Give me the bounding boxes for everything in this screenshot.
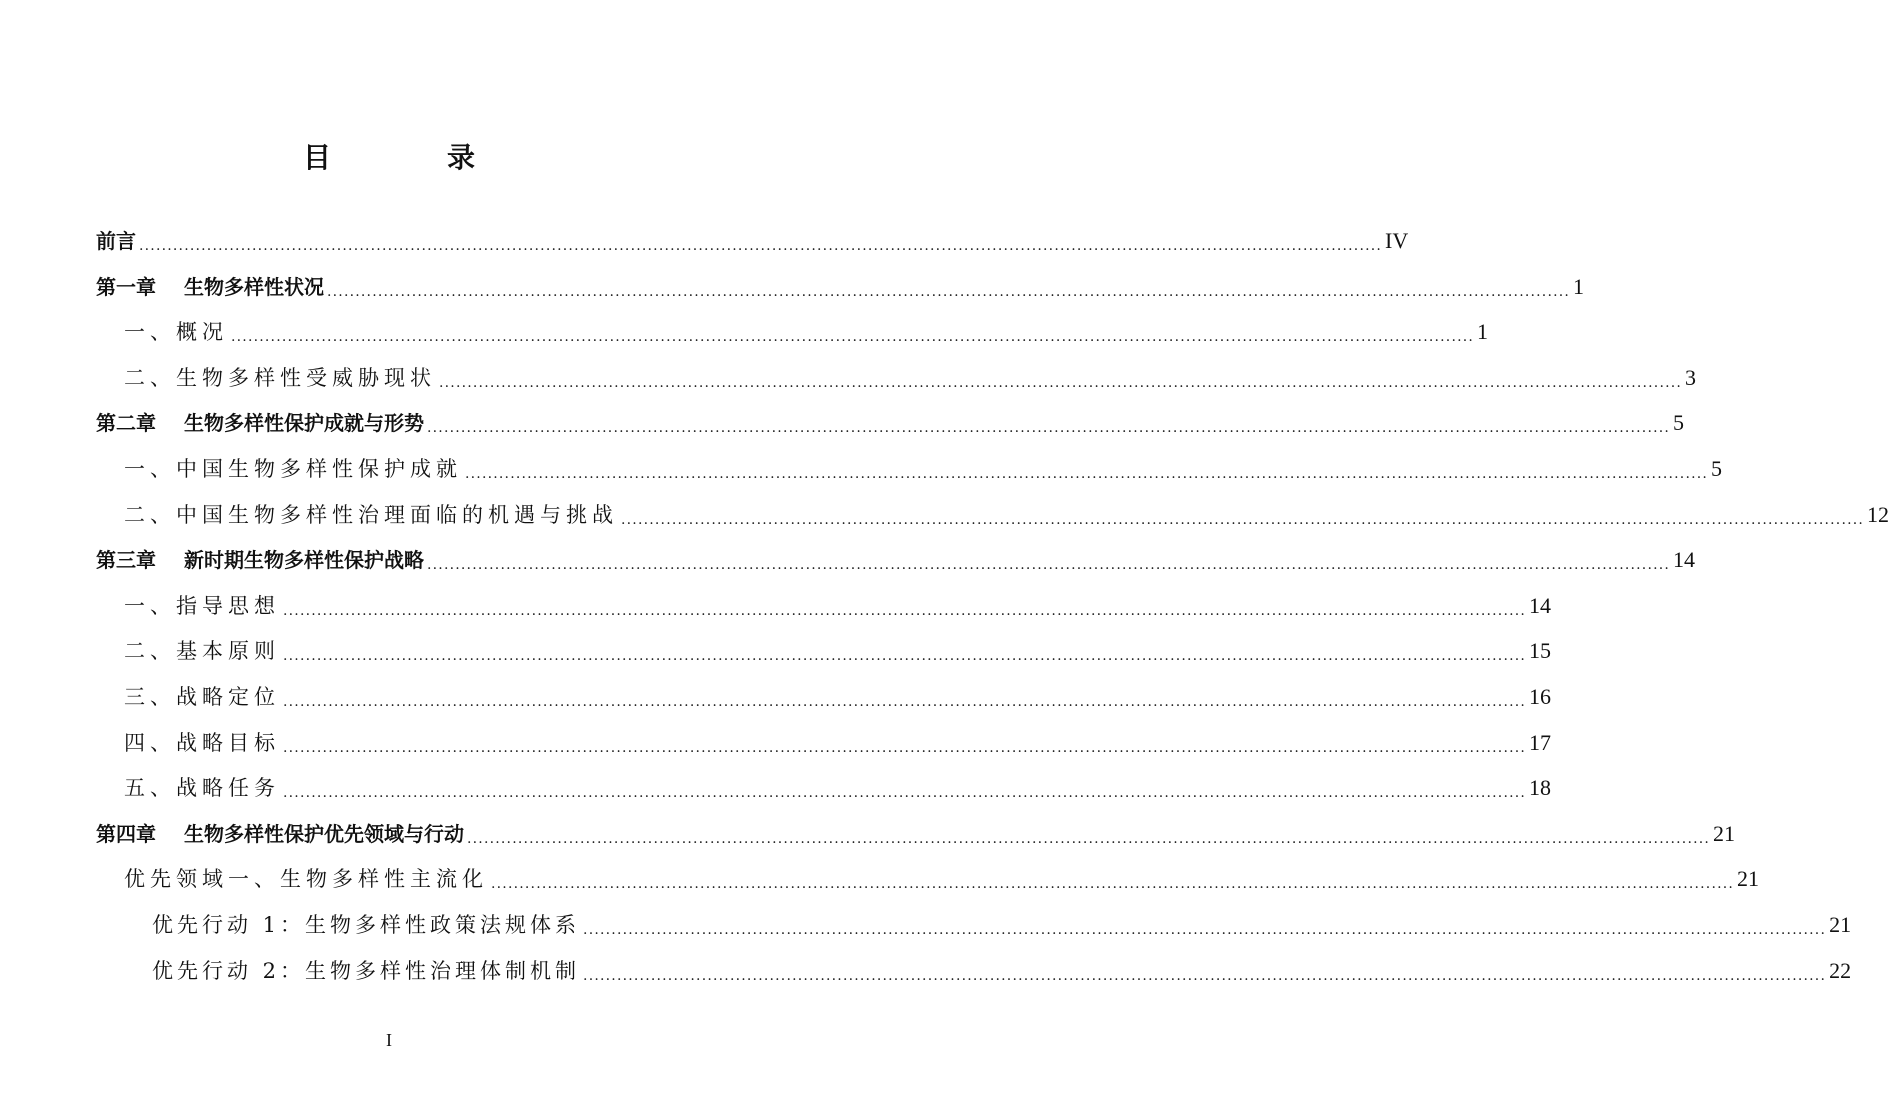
toc-page-number: 16 [1529, 684, 1552, 709]
toc-leader-dots: ............................................................................................................................................................................................................................ [621, 511, 1865, 528]
toc-entry-label: 四、战略目标 [124, 730, 280, 755]
toc-entry[interactable] [124, 589, 1552, 623]
toc-page-number: 14 [1529, 592, 1552, 618]
toc-entry[interactable] [124, 452, 1723, 486]
toc-chapter-number: 第四章 [96, 821, 156, 846]
toc-leader-dots: ............................................................................................................................................................................................................................ [427, 557, 1671, 574]
toc-leader-dots: ............................................................................................................................................................................................................................ [583, 967, 1827, 984]
toc-chapter-title: 新时期生物多样性保护战略 [184, 548, 424, 573]
toc-entry-label: 二、生物多样性受威胁现状 [124, 365, 436, 390]
toc-entry[interactable] [96, 270, 1585, 304]
toc-leader-dots: ............................................................................................................................................................................................................................ [327, 283, 1571, 300]
toc-leader-dots: ............................................................................................................................................................................................................................ [139, 238, 1383, 254]
toc-entry[interactable] [124, 862, 1760, 896]
page-title: 目 录 [302, 141, 519, 174]
toc-leader-dots: ............................................................................................................................................................................................................................ [283, 739, 1527, 756]
toc-leader-dots: ............................................................................................................................................................................................................................ [465, 466, 1709, 482]
toc-entry[interactable] [124, 726, 1552, 760]
toc-chapter-title: 生物多样性保护优先领域与行动 [184, 821, 464, 846]
toc-page-number: 17 [1529, 729, 1552, 755]
toc-entry-label: 五、战略任务 [124, 776, 280, 801]
toc-entry[interactable] [124, 634, 1552, 668]
toc-entry[interactable] [124, 680, 1552, 714]
toc-entry-label: 二、基本原则 [124, 639, 280, 664]
toc-chapter-title: 生物多样性保护成就与形势 [184, 411, 424, 436]
toc-leader-dots: ............................................................................................................................................................................................................................ [283, 602, 1527, 619]
toc-chapter-number: 第一章 [96, 274, 156, 299]
toc-page-number: 1 [1477, 319, 1489, 345]
toc-page-number: 22 [1829, 957, 1852, 983]
toc-page-number: 14 [1673, 547, 1696, 573]
toc-leader-dots: ............................................................................................................................................................................................................................ [491, 876, 1735, 893]
toc-entry-label [96, 270, 324, 304]
toc-page-number: 18 [1529, 775, 1552, 801]
toc-leader-dots: ............................................................................................................................................................................................................................ [283, 694, 1527, 710]
toc-page-number: IV [1385, 228, 1409, 253]
toc-chapter-title: 生物多样性状况 [184, 274, 324, 299]
toc-entry-label: 一、中国生物多样性保护成就 [124, 457, 462, 481]
toc-page-number: 21 [1713, 820, 1736, 846]
toc-entry-label [96, 406, 424, 440]
toc-page-number: 5 [1711, 456, 1723, 481]
toc-leader-dots: ............................................................................................................................................................................................................................ [583, 922, 1827, 938]
toc-entry-label [96, 817, 464, 851]
toc-entry[interactable] [124, 315, 1489, 349]
toc-chapter-number: 第二章 [96, 411, 156, 436]
page-number: I [386, 1030, 392, 1050]
toc-leader-dots: ............................................................................................................................................................................................................................ [283, 785, 1527, 802]
toc-entry-label: 一、概况 [124, 320, 228, 345]
toc-entry[interactable] [124, 498, 1889, 532]
toc-leader-dots: ............................................................................................................................................................................................................................ [283, 648, 1527, 665]
toc-entry[interactable] [152, 954, 1852, 988]
toc-entry-label: 前言 [96, 229, 136, 253]
toc-entry[interactable] [124, 361, 1697, 395]
toc-entry-label [96, 543, 424, 577]
toc-page-number: 3 [1685, 364, 1697, 390]
toc-page-number: 12 [1867, 501, 1889, 527]
toc-entry[interactable] [124, 771, 1552, 805]
toc-entry[interactable] [152, 908, 1852, 942]
toc-entry-label: 二、中国生物多样性治理面临的机遇与挑战 [124, 502, 618, 527]
toc-page-number: 21 [1829, 912, 1852, 937]
toc-entry-label: 优先行动 2：生物多样性治理体制机制 [152, 958, 581, 983]
toc-leader-dots: ............................................................................................................................................................................................................................ [467, 830, 1711, 847]
toc-page-number: 21 [1737, 866, 1760, 892]
toc-page-number: 15 [1529, 638, 1552, 664]
toc-chapter-number: 第三章 [96, 548, 156, 573]
toc-page-number: 1 [1573, 273, 1585, 299]
toc-entry-label: 优先领域一、生物多样性主流化 [124, 867, 488, 892]
toc-page-number: 5 [1673, 410, 1685, 436]
toc-entry[interactable] [96, 817, 1736, 851]
toc-leader-dots: ............................................................................................................................................................................................................................ [231, 329, 1475, 346]
toc-entry[interactable] [96, 543, 1696, 577]
toc-entry[interactable] [96, 406, 1685, 440]
toc-leader-dots: ............................................................................................................................................................................................................................ [427, 420, 1671, 437]
toc-entry[interactable] [96, 224, 1409, 258]
toc-entry-label: 优先行动 1：生物多样性政策法规体系 [152, 913, 581, 937]
toc-entry-label: 三、战略定位 [124, 685, 280, 709]
toc-leader-dots: ............................................................................................................................................................................................................................ [439, 374, 1683, 391]
toc-entry-label: 一、指导思想 [124, 593, 280, 618]
